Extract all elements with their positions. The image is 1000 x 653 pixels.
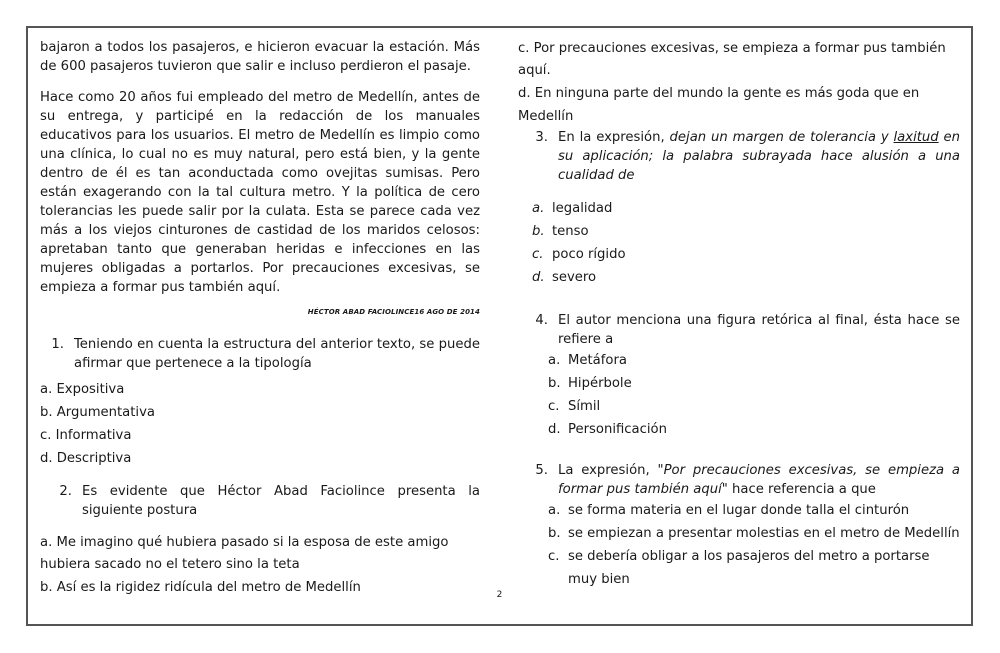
question-number: 1.	[51, 337, 64, 352]
option: c. Por precauciones excesivas, se empieza a formar pus también aquí.	[518, 41, 946, 78]
byline: HÉCTOR ABAD FACIOLINCE16 AGO DE 2014	[307, 308, 480, 316]
option: b. Argumentativa	[40, 405, 155, 420]
option: a. Me imagino qué hubiera pasado si la esposa de este amigo hubiera sacado no el tetero sino la teta	[40, 535, 449, 572]
option: d. Personificación	[548, 422, 667, 437]
option: c. Informativa	[40, 428, 132, 443]
option: c. poco rígido	[532, 247, 626, 262]
question-text: En la expresión, dejan un margen de tolerancia y laxitud en su aplicación; la palabra subrayada hace alusión a una cualidad de	[558, 130, 960, 183]
option: d. En ninguna parte del mundo la gente es más goda que en Medellín	[518, 86, 920, 124]
question-number: 2.	[59, 484, 72, 499]
page-number: 2	[496, 590, 503, 600]
document-page	[26, 26, 973, 626]
question-1	[40, 335, 480, 373]
paragraph-1: bajaron a todos los pasajeros, e hicieron evacuar la estación. Más de 600 pasajeros tuvieron que salir e incluso perdieron el pasaje.	[40, 40, 480, 74]
question-text: Teniendo en cuenta la estructura del anterior texto, se puede afirmar que pertenece a la tipología	[74, 337, 480, 371]
option: b. tenso	[532, 224, 589, 239]
right-column	[518, 38, 960, 591]
option: a. Metáfora	[548, 353, 627, 368]
option: d. Descriptiva	[40, 451, 132, 466]
option: d. severo	[532, 270, 597, 285]
option: c. se debería obligar a los pasajeros del metro a portarse muy bien	[548, 549, 930, 587]
question-number: 5.	[535, 463, 548, 478]
option: a. legalidad	[532, 201, 613, 216]
left-column	[40, 38, 480, 599]
question-text: La expresión, "Por precauciones excesivas, se empieza a formar pus también aquí" hace referencia a que	[558, 463, 960, 497]
question-number: 4.	[535, 313, 548, 328]
question-4	[518, 311, 960, 349]
question-3	[518, 128, 960, 185]
option: c. Símil	[548, 399, 601, 414]
question-2	[40, 482, 480, 520]
question-number: 3.	[535, 130, 548, 145]
question-text: El autor menciona una figura retórica al final, ésta hace se refiere a	[558, 313, 960, 347]
paragraph-2: Hace como 20 años fui empleado del metro de Medellín, antes de su entrega, y participé en la redacción de los manuales educativos para los usuarios. El metro de Medellín es limpio como una clínica, lo cual no es muy natural, pero está bien, y la gente dentro de él es tan aconductada como ovejitas sumisas. Pero están exagerando con la tal cultura metro. Y la política de cero tolerancias les puede salir por la culata. Esta se parece cada vez más a los viejos cinturones de castidad de los maridos celosos: apretaban tanto que generaban heridas e infecciones en las mujeres obligadas a portarlos. Por precauciones excesivas, se empieza a formar pus también aquí.	[40, 90, 480, 295]
option: b. Así es la rigidez ridícula del metro de Medellín	[40, 580, 361, 595]
underlined-word: laxitud	[893, 130, 939, 145]
option: a. se forma materia en el lugar donde talla el cinturón	[548, 503, 910, 518]
option: b. Hipérbole	[548, 376, 632, 391]
question-text: Es evidente que Héctor Abad Faciolince presenta la siguiente postura	[82, 484, 480, 518]
option: b. se empiezan a presentar molestias en el metro de Medellín	[548, 526, 960, 541]
question-5	[518, 461, 960, 499]
option: a. Expositiva	[40, 382, 125, 397]
